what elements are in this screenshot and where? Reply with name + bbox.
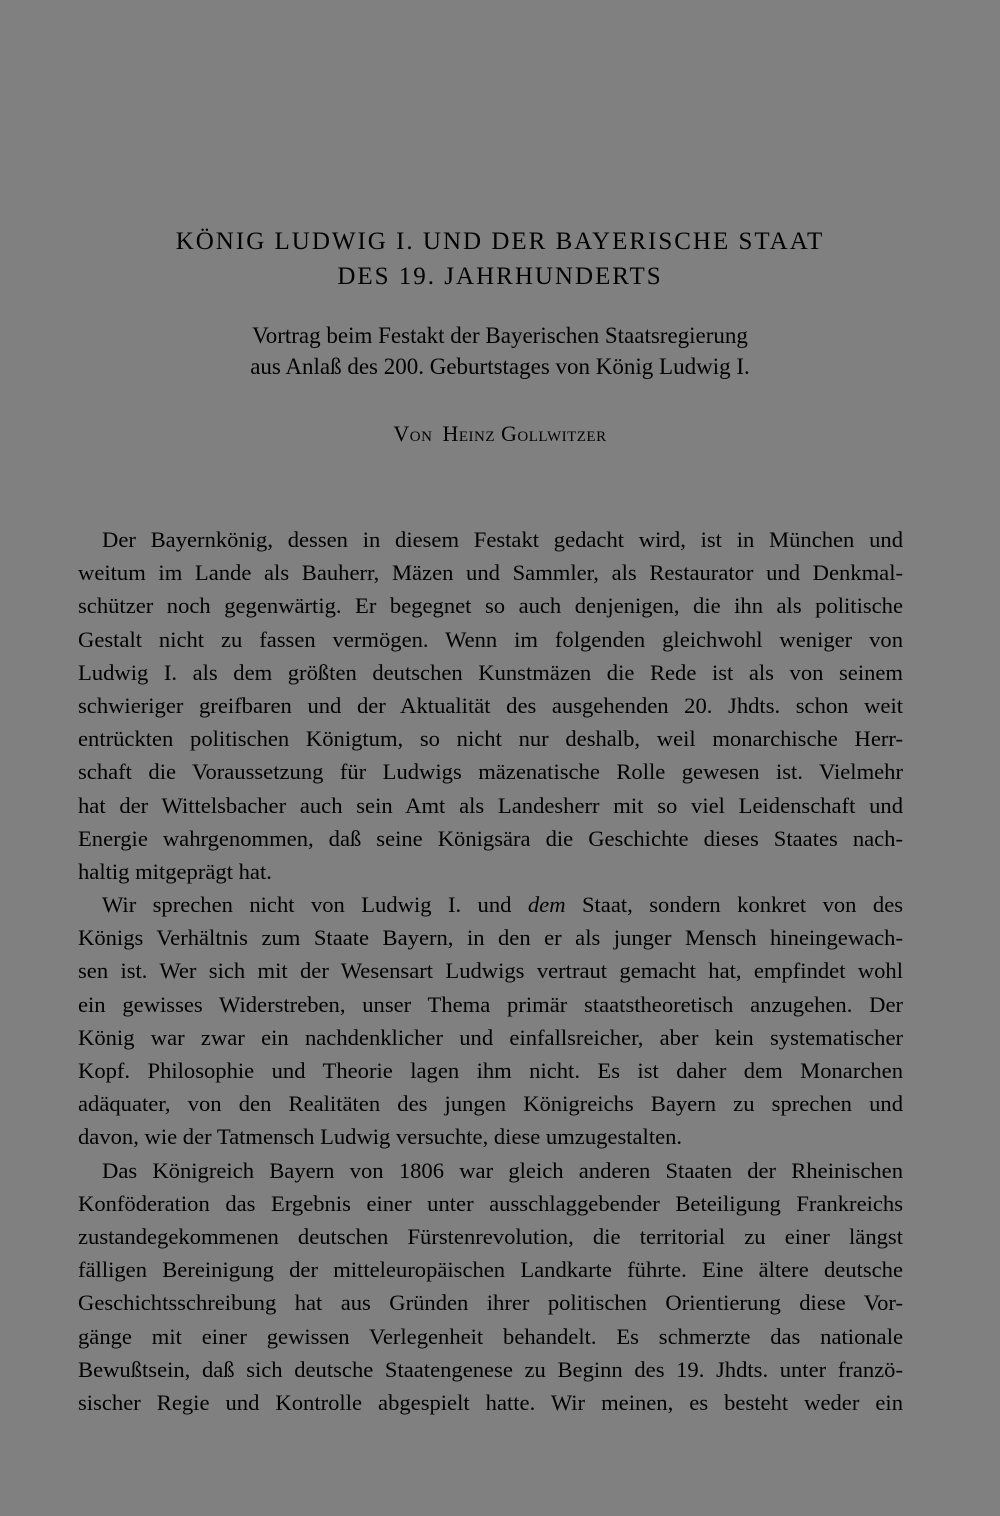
text-line: Wir sprechen nicht von Ludwig I. und dem Staat, sondern konkret von des xyxy=(102,892,904,918)
chapter-subtitle-line-2: aus Anlaß des 200. Geburtstages von König Ludwig I. xyxy=(250,354,750,379)
text-line: Kopf. Philosophie und Theorie lagen ihm nicht. Es ist daher dem Monarchen xyxy=(78,1058,903,1083)
text-line: schwieriger greifbaren und der Aktualität des ausgehenden 20. Jhdts. schon weit xyxy=(78,692,903,718)
chapter-title-line-1: KÖNIG LUDWIG I. UND DER BAYERISCHE STAAT xyxy=(175,228,825,255)
text-line: haltig mitgeprägt hat. xyxy=(78,858,272,884)
paragraph xyxy=(78,523,903,888)
text-line: König war zwar ein nachdenklicher und einfallsreicher, aber kein systematischer xyxy=(78,1024,903,1050)
text-line: Energie wahrgenommen, daß seine Königsära die Geschichte dieses Staates nach- xyxy=(78,825,903,851)
text-line: sischer Regie und Kontrolle abgespielt hatte. Wir meinen, es besteht weder ein xyxy=(78,1389,903,1415)
text-line: Geschichtsschreibung hat aus Gründen ihrer politischen Orientierung diese Vor- xyxy=(78,1290,903,1316)
text-line: fälligen Bereinigung der mitteleuropäischen Landkarte führte. Eine ältere deutsche xyxy=(78,1257,903,1283)
text-line: Königs Verhältnis zum Staate Bayern, in den er als junger Mensch hineingewach- xyxy=(78,925,903,951)
text-line: schaft die Voraussetzung für Ludwigs mäzenatische Rolle gewesen ist. Vielmehr xyxy=(78,759,903,785)
text-line: entrückten politischen Königtum, so nicht nur deshalb, weil monarchische Herr- xyxy=(78,726,903,752)
author-byline xyxy=(0,420,1000,448)
text-line: zustandegekommenen deutschen Fürstenrevolution, die territorial zu einer längst xyxy=(78,1223,903,1249)
text-line: Ludwig I. als dem größten deutschen Kunstmäzen die Rede ist als von seinem xyxy=(78,659,903,685)
paragraph xyxy=(78,888,903,1154)
text-line: weitum im Lande als Bauherr, Mäzen und Sammler, als Restaurator und Denkmal- xyxy=(78,560,903,586)
text-line: schützer noch gegenwärtig. Er begegnet so auch denjenigen, die ihn als politische xyxy=(78,593,903,619)
author-name: Heinz Gollwitzer xyxy=(442,421,607,446)
text-line: sen ist. Wer sich mit der Wesensart Ludwigs vertraut gemacht hat, empfindet wohl xyxy=(78,958,903,984)
text-line: Gestalt nicht zu fassen vermögen. Wenn im folgenden gleichwohl weniger von xyxy=(78,626,903,652)
text-line: gänge mit einer gewissen Verlegenheit behandelt. Es schmerzte das nationale xyxy=(78,1323,903,1349)
text-line: Das Königreich Bayern von 1806 war gleich anderen Staaten der Rheinischen xyxy=(102,1157,903,1183)
body-text xyxy=(78,523,903,1419)
chapter-title xyxy=(0,224,1000,294)
author-prefix: Von xyxy=(393,421,433,446)
chapter-subtitle-line-1: Vortrag beim Festakt der Bayerischen Staatsregierung xyxy=(252,323,748,348)
text-line: hat der Wittelsbacher auch sein Amt als Landesherr mit so viel Leidenschaft und xyxy=(78,792,903,818)
paragraph xyxy=(78,1154,903,1420)
text-line: Bewußtsein, daß sich deutsche Staatengenese zu Beginn des 19. Jhdts. unter franzö- xyxy=(78,1356,903,1382)
chapter-title-line-2: DES 19. JAHRHUNDERTS xyxy=(337,263,663,290)
text-line: adäquater, von den Realitäten des jungen Königreichs Bayern zu sprechen und xyxy=(78,1091,903,1117)
chapter-subtitle xyxy=(0,320,1000,382)
text-line: ein gewisses Widerstreben, unser Thema primär staatstheoretisch anzugehen. Der xyxy=(78,991,903,1017)
emphasis: dem xyxy=(527,892,566,918)
text-line: Der Bayernkönig, dessen in diesem Festakt gedacht wird, ist in München und xyxy=(102,527,903,552)
text-line: davon, wie der Tatmensch Ludwig versuchte, diese umzugestalten. xyxy=(78,1124,683,1150)
text-line: Konföderation das Ergebnis einer unter ausschlaggebender Beteiligung Frankreichs xyxy=(78,1190,903,1216)
